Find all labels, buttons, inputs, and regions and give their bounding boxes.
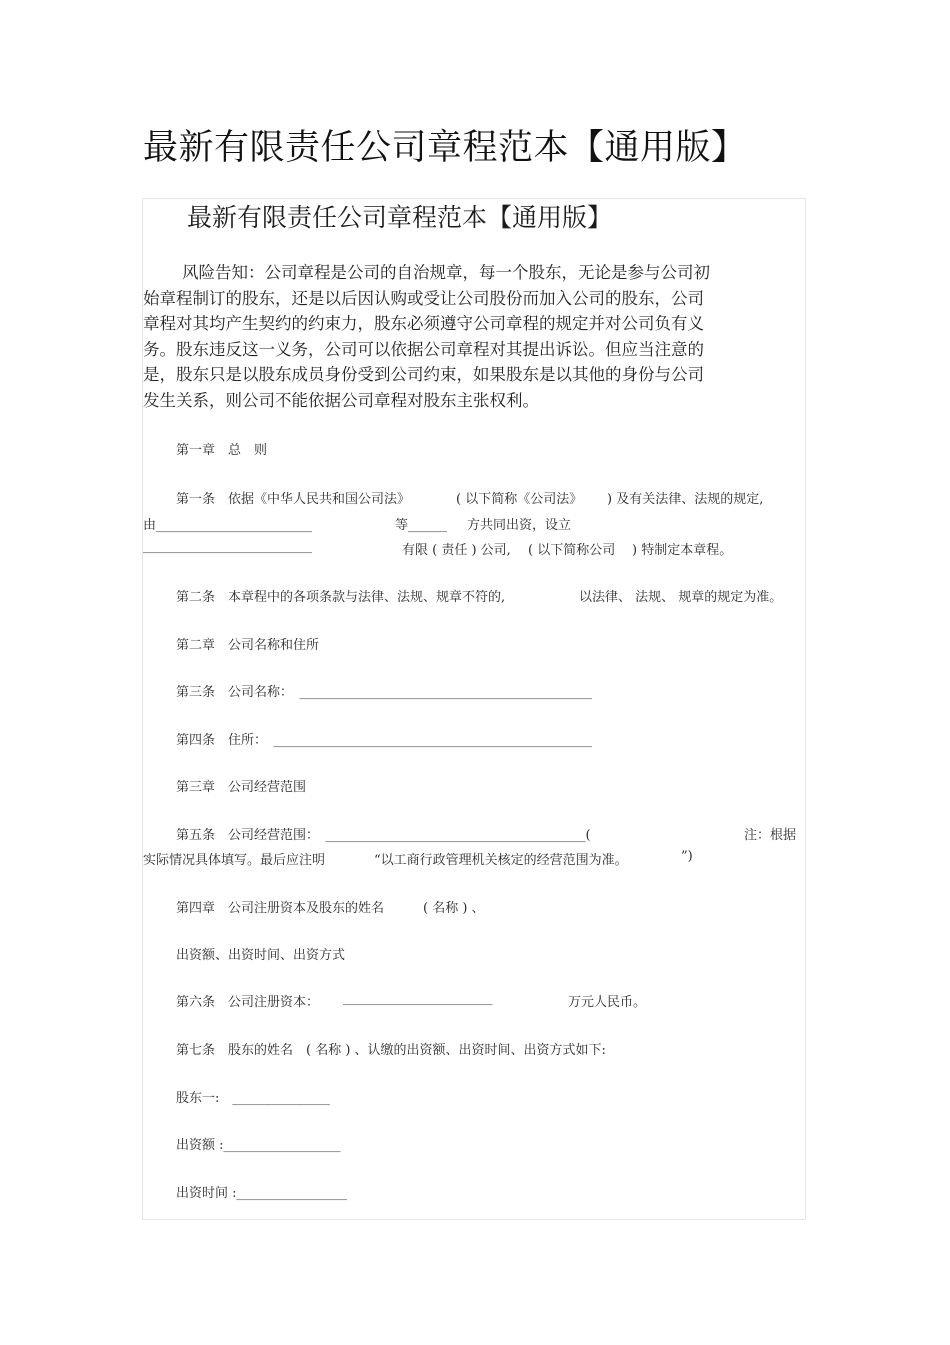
article-5-text-c: “以工商行政管理机关核定的经营范围为准。 — [374, 853, 628, 868]
article-2-text-a: 第二条 本章程中的各项条款与法律、法规、规章不符的, — [176, 590, 506, 605]
risk-line-3: 章程对其均产生契约的约束力，股东必须遵守公司章程的规定并对公司负有义 — [143, 314, 704, 334]
chapter-4-heading-a: 第四章 公司注册资本及股东的姓名 — [176, 901, 385, 916]
chapter-3-heading: 第三章 公司经营范围 — [176, 780, 307, 795]
shareholder-1-field: 股东一: _______________ — [176, 1091, 330, 1106]
risk-line-4: 务。股东违反这一义务，公司可以依据公司章程对其提出诉讼。但应当注意的 — [143, 339, 704, 359]
chapter-4-heading-c: 出资额、出资时间、出资方式 — [176, 948, 346, 963]
article-5-note: 注：根据 — [744, 828, 797, 843]
article-1-text-c: ) 及有关法律、法规的规定, — [607, 492, 764, 507]
article-6-text-a: 第六条 公司注册资本： — [176, 995, 320, 1010]
article-1-text-d: 方共同出资，设立 — [467, 518, 572, 533]
chapter-2-heading: 第二章 公司名称和住所 — [176, 638, 320, 653]
chapter-4-heading-b: ( 名称 ) 、 — [423, 901, 485, 916]
risk-line-6: 发生关系，则公司不能依据公司章程对股东主张权利。 — [143, 390, 539, 410]
article-1-text-b: ( 以下简称《公司法》 — [456, 492, 583, 507]
article-1-text-e: 有限 ( 责任 ) 公司, — [402, 543, 511, 558]
document-title: 最新有限责任公司章程范本【通用版】 — [187, 203, 613, 232]
article-1-count-blank: 等______ — [395, 518, 448, 533]
article-3-company-name: 第三条 公司名称： _____________________________________________ — [176, 685, 593, 700]
page-title: 最新有限责任公司章程范本【通用版】 — [143, 128, 747, 168]
article-6-capital-blank: _______________________ — [343, 991, 493, 1006]
risk-line-2: 始章程制订的股东，还是以后因认购或受让公司股份而加入公司的股东，公司 — [143, 288, 704, 308]
article-5-text-b: 实际情况具体填写。最后应注明 — [143, 853, 326, 868]
article-6-text-b: 万元人民币。 — [568, 995, 647, 1010]
article-4-address: 第四条 住所： _________________________________________________ — [176, 733, 593, 748]
article-5-text-d: ”) — [681, 849, 693, 864]
risk-line-5: 是，股东只是以股东成员身份受到公司约束，如果股东是以其他的身份与公司 — [143, 365, 704, 385]
article-5-text-a: 第五条 公司经营范围： ________________________________________( — [176, 828, 591, 843]
capital-amount-field: 出资额 :__________________ — [176, 1138, 341, 1153]
article-2-text-b: 以法律、 法规、 规章的规定为准。 — [579, 590, 783, 605]
risk-line-1: 风险告知：公司章程是公司的自治规章，每一个股东，无论是参与公司初 — [182, 263, 710, 282]
article-1-text-a: 第一条 依据《中华人民共和国公司法》 — [176, 492, 411, 507]
article-7-text: 第七条 股东的姓名 ( 名称 ) 、认缴的出资额、出资时间、出资方式如下: — [176, 1043, 606, 1058]
article-1-text-f: ( 以下简称公司 — [528, 543, 616, 558]
article-1-shareholder-blank: 由________________________ — [143, 518, 313, 533]
risk-notice — [143, 260, 763, 414]
chapter-1-heading: 第一章 总 则 — [176, 443, 268, 458]
capital-time-field: 出资时间 :_________________ — [176, 1186, 348, 1201]
article-1-text-g: ) 特制定本章程。 — [632, 543, 733, 558]
article-1-company-blank: __________________________ — [143, 539, 312, 554]
